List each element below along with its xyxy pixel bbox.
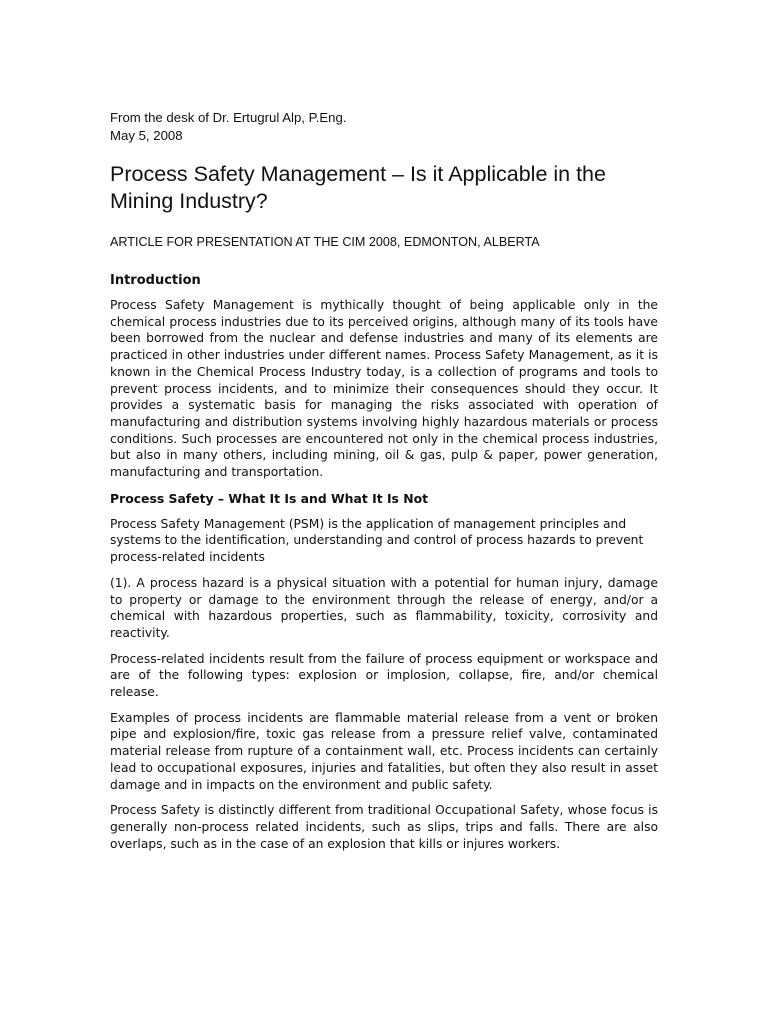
paragraph-occupational-safety: Process Safety is distinctly different from traditional Occupational Safety, whose focus is generally non-process related incidents, such as slips, trips and falls. There are also overlaps, such as in the case of an explosion that kills or injures workers. <box>110 803 658 851</box>
document-title: Process Safety Management – Is it Applicable in the Mining Industry? <box>110 162 606 213</box>
document-page <box>110 109 658 852</box>
paragraph-introduction: Process Safety Management is mythically thought of being applicable only in the chemical process industries due to its perceived origins, although many of its tools have been borrowed from the nuclear and defense industries and many of its elements are practiced in other industries under different names. Process Safety Management, as it is known in the Chemical Process Industry today, is a collection of programs and tools to prevent process incidents, and to minimize their consequences should they occur. It provides a systematic basis for managing the risks associated with operation of manufacturing and distribution systems involving highly hazardous materials or process conditions. Such processes are encountered not only in the chemical process industries, but also in many others, including mining, oil & gas, pulp & paper, power generation, manufacturing and transportation. <box>110 298 658 480</box>
paragraph-process-hazard: (1). A process hazard is a physical situation with a potential for human injury, damage to property or damage to the environment through the release of energy, and/or a chemical with hazardous properties, such as flammability, toxicity, corrosivity and reactivity. <box>110 575 658 640</box>
paragraph-psm-definition: Process Safety Management (PSM) is the application of management principles and systems to the identification, understanding and control of process hazards to prevent process-related incidents <box>110 516 644 565</box>
section-heading-process-safety: Process Safety – What It Is and What It Is Not <box>110 490 429 506</box>
author-line: From the desk of Dr. Ertugrul Alp, P.Eng. <box>110 110 347 125</box>
section-heading-introduction: Introduction <box>110 273 201 288</box>
paragraph-incident-examples: Examples of process incidents are flammable material release from a vent or broken pipe and explosion/fire, toxic gas release from a pressure relief valve, contaminated material release from rupture of a containment wall, etc. Process incidents can certainly lead to occupational exposures, injuries and fatalities, but often they also result in asset damage and in impacts on the environment and public safety. <box>110 710 658 792</box>
document-subtitle: ARTICLE FOR PRESENTATION AT THE CIM 2008, EDMONTON, ALBERTA <box>110 235 540 249</box>
paragraph-incident-types: Process-related incidents result from the failure of process equipment or workspace and are of the following types: explosion or implosion, collapse, fire, and/or chemical release. <box>110 651 658 700</box>
date-line: May 5, 2008 <box>110 128 183 143</box>
